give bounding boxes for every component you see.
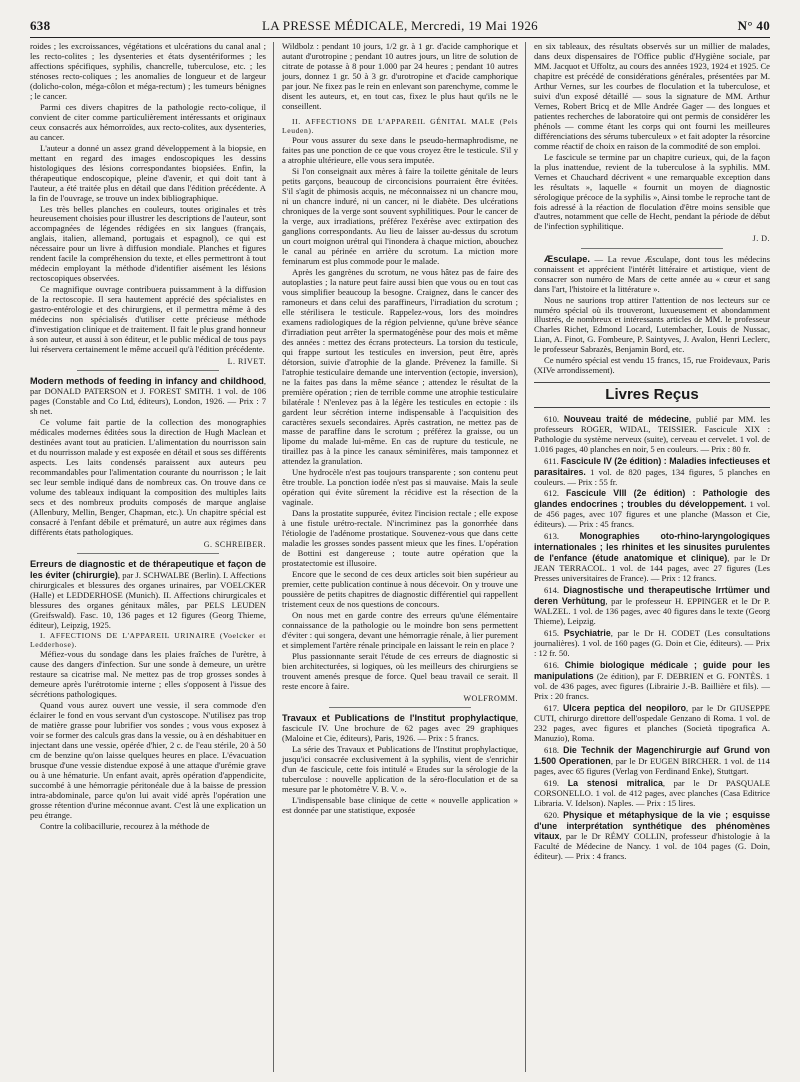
paragraph: Ce numéro spécial est vendu 15 francs, 15, rue Froidevaux, Paris (XIVe arrondissement). <box>534 355 770 376</box>
paragraph: Quand vous aurez ouvert une vessie, il sera commode d'en éclairer le fond en vous servant d'un cystoscope. N'utilisez pas trop de matière grasse pour lubrifier vos sondes ; vous vous exposez à voir se former des calculs gras dans la vessie, ou à en déshabituer en injectant dans une vessie, opérée d'hier, 2 c. de l'eau stérile, 20 à 50 cm de benzine qu'on laisse quelques heures en place. L'évacuation brusque d'une vessie distendue exposé à une attaque d'urémie grave ou à une hématurie. Un enfant avait, après opération d'appendicite, succombé à une hémorragie péritonéale due à la baisse de pression intra-abdominale, parce qu'on lui avait vidé après l'opération une grosse rétention d'urine méconnue avant. C'est là une explication un peu étrange. <box>30 700 266 820</box>
entry-details: 1 vol. de 456 pages, avec 107 figures et une planche (Masson et Cie, éditeurs). — Prix : 45 francs. <box>534 499 770 530</box>
list-item <box>534 414 770 455</box>
aesculape-text: — La revue Æsculape, dont tous les médecins connaissent et apprécient l'intérêt littéraire et artistique, vient de consacrer son numéro de Mars de cette année au « cœur et sang dans l'art, l'histoire et la littérature ». <box>534 253 770 294</box>
entry-details: , publié par MM. les professeurs ROGER, WIDAL, TEISSIER. Fascicule XIX : Pathologie du système nerveux (suite), cerveau et cervelet. 1 vol. de 1.016 pages, 40 planches en noir, 5 en couleurs. — Prix : 80 fr. <box>534 413 771 454</box>
issue-number: N° 40 <box>737 18 770 33</box>
paragraph: Après les gangrènes du scrotum, ne vous hâtez pas de faire des autoplasties ; la nature peut faire aussi bien que vous ou en tout cas vous simplifier beaucoup la besogne. Craignez, dans le cancer des ramoneurs et dans celui des paraffineurs, l'irradiation du scrotum ; elle stérilisera le testicule. Rappelez-vous, lors des moindres examens radiologiques de la région pelvienne, qu'une brève séance d'irradiation peut arrêter la spermatogénèse pour des mois et même des années : mettez des écrans protecteurs. La torsion du testicule, qui frappe surtout les testicules en inversion, peut être, après détorsion, suivie d'atrophie de la glande. Prévenez la famille. Si l'atrophie testiculaire demande une intervention (ectopie, inversion), ne la faites pas dans la même séance ; attendez le résultat de la première opération ; rien de terrible comme une atrophie testiculaire bilatérale ! N'enlevez pas à la légère les testicules en ectopie : ils gardent leur sécrétion interne indispensable à l'acquisition des caractères sexuels secondaires. Après castration, ne mettez pas de masse de paraffine dans le scrotum ; préférez la graisse, ou un lipome du malade lui-même. En cas de rupture du testicule, ne tiraillez pas à la pince les canaux séminifères, mais tamponnez et attendez la granulation. <box>282 266 518 467</box>
book-review-header: Travaux et Publications de l'Institut prophylactique, fascicule IV. Une brochure de 62 pages avec 29 graphiques (Maloine et Cie, éditeurs), Paris, 1926. — Prix : 5 francs. <box>282 712 518 743</box>
list-item <box>534 660 770 702</box>
entry-title: La stenosi mitralica <box>567 777 663 788</box>
book-meta: par J. SCHWALBE (Berlin). I. Affections chirurgicales et blessures des organes urinaires, par VOELCKER (Halle) et LEDDERHOSE (Munich). II. Affections chirurgicales et blessures des organes génitaux mâles, par PELS LEUDEN (Greifswald). Fasc. 10, 136 pages et 12 figures (Georg Thieme, éditeur), Leipzig, 1925. <box>30 570 267 630</box>
entry-number: 611. <box>544 455 561 466</box>
paragraph: Dans la prostatite suppurée, évitez l'incision rectale ; elle expose à une fistule urétro-rectale. N'incriminez pas la gonorrhée dans l'étiologie de l'adénome prostatique. Souvenez-vous que dans cette maladie les grosses sondes passent mieux que les fines. L'opération de Bottini est dangereuse ; toute autre opération que la prostatectomie est illusoire. <box>282 508 518 569</box>
entry-details: , par le Dr PASQUALE CORSONELLO. 1 vol. de 412 pages, avec planches (Casa Editrice Libraria. V. Idelson). Naples. — Prix : 15 lires. <box>534 777 771 808</box>
list-item <box>534 703 770 744</box>
page-number: 638 <box>30 18 51 33</box>
book-title: Modern methods of feeding in infancy and childhood <box>30 376 264 387</box>
list-item <box>534 531 770 584</box>
entry-number: 618. <box>544 744 564 755</box>
entry-details: , par le Dr H. CODET (Les consultations journalières). 1 vol. de 160 pages (G. Doin et Cie, éditeurs). — Prix : 12 fr. 50. <box>534 628 770 658</box>
paragraph: L'indispensable base clinique de cette « nouvelle application » est donnée par une statistique, exposée <box>282 794 518 815</box>
list-item <box>534 488 770 530</box>
entry-details: , par le Dr JEAN TERRACOL. 1 vol. de 144 pages, avec 27 figures (Les Presses universitaires de France). — Prix : 12 francs. <box>534 553 770 584</box>
book-review-header: Modern methods of feeding in infancy and childhood, par DONALD PATERSON et J. FOREST SMITH. 1 vol. de 106 pages (Constable and Co Ltd, éditeurs), London, 1926. — Prix : 7 sh net. <box>30 376 266 417</box>
paragraph: Méfiez-vous du sondage dans les plaies fraîches de l'urètre, à cause des dangers d'infection. Sur une sonde à demeure, un urètre restaure sa cicatrise mal. Ne mettez pas de trop grosses sondes à demeure après l'urétrotomie interne ; elles s'opposent à l'issue des sécrétions pathologiques. <box>30 649 266 700</box>
signature: WOLFROMM. <box>282 694 518 708</box>
section-heading: II. AFFECTIONS DE L'APPAREIL GÉNITAL MALE (Pels Leuden). <box>282 116 518 135</box>
list-item <box>534 585 770 627</box>
livres-recus-heading: Livres Reçus <box>534 382 770 407</box>
column-3 <box>534 42 770 863</box>
paragraph: Contre la colibacillurie, recourez à la méthode de <box>40 820 210 831</box>
column-1 <box>30 42 266 833</box>
section-heading: I. AFFECTIONS DE L'APPAREIL URINAIRE (Voelcker et Ledderhose). <box>30 630 266 649</box>
list-item <box>534 628 770 659</box>
book-review-header: Erreurs de diagnostic et de thérapeutique et façon de les éviter (chirurgie), par J. SCHWALBE (Berlin). I. Affections chirurgicales et blessures des organes urinaires, par VOELCKER (Halle) et LEDDERHOSE (Munich). II. Affections chirurgicales et blessures des organes génitaux mâles, par PELS LEUDEN (Greifswald). Fasc. 10, 136 pages et 12 figures (Georg Thieme, éditeur), Leipzig, 1925. <box>30 559 267 630</box>
paragraph: La série des Travaux et Publications de l'Institut prophylactique, jusqu'ici consacrée exclusivement à la syphilis, vient de s'enrichir d'un 4e fascicule, cette fois intitulé « Etudes sur la sérologie de la tuberculose : nouvelle application de la séro-floculation et de sa mesure par le photomètre V. B. V. ». <box>282 743 518 794</box>
aesculape-paragraph <box>534 254 770 295</box>
entry-title: Nouveau traité de médecine <box>563 413 689 424</box>
column-2 <box>282 42 518 817</box>
journal-title: LA PRESSE MÉDICALE, Mercredi, 19 Mai 1926 <box>262 18 538 33</box>
paragraph: Nous ne saurions trop attirer l'attention de nos lecteurs sur ce numéro spécial où ils trouveront, luxueusement et abondamment illustrés, de nombreux et intéressants articles de MM. le professeur Charles Richet, Edmond Locard, Lutembacher, Louis de Nussac, Lian, A. Finot, G. Fombeure, P. Saintyves, J. Avalon, Henri Leclerc, le professeur Sabrazès, Benjamin Bord, etc. <box>534 294 770 355</box>
entry-title: Diagnostische und therapeutische Irrtümer und deren Verhütung <box>534 585 771 607</box>
list-item <box>534 745 770 777</box>
paragraph: roides ; les excroissances, végétations et ulcérations du canal anal ; les recto-colites ; les dysenteries et états dysentériformes ; les affections spécifiques, syphilis, chancrelle, tuberculose, etc. ; les sténoses recto-coliques ; les anomalies de longueur et de largeur (dolicho-colon, méga-côlon et méga-rectum) ; les tumeurs bénignes ; le cancer. <box>30 41 266 101</box>
entry-details: , par le professeur H. EPPINGER et le Dr P. WALZEL. 1 vol. de 136 pages, avec 40 figures dans le texte (Georg Thieme), Leipzig. <box>534 596 770 627</box>
entry-details: , par le Dr EUGEN BIRCHER. 1 vol. de 114 pages, avec 65 figures (Verlag von Ferdinand Enke), Stuttgart. <box>534 755 770 776</box>
book-meta: par DONALD PATERSON et J. FOREST SMITH. 1 vol. de 106 pages (Constable and Co Ltd, éditeurs), London, 1926. — Prix : 7 sh net. <box>30 386 266 417</box>
paragraph: Pour vous assurer du sexe dans le pseudo-hermaphrodisme, ne faites pas une ponction de ce que vous croyez être le testicule. S'il y a atrophie ultérieure, elle vous sera imputée. <box>282 135 518 166</box>
paragraph: L'auteur a donné un assez grand développement à la biopsie, en mettant en regard des images endoscopiques les dessins histologiques des lésions correspondantes biopsiées. Enfin, la thérapeutique endoscopique, pleine d'avenir, et qui doit tant à l'auteur, a été traitée plus en détail que dans l'édition précédente. A la fin de l'ouvrage, se trouve un index bibliographique. <box>30 142 266 203</box>
aesculape-title: Æsculape. <box>544 253 590 264</box>
list-item <box>534 810 770 863</box>
book-title: Travaux et Publications de l'Institut prophylactique <box>282 712 516 723</box>
entry-title: Physique et métaphysique de la vie ; esquisse d'une interprétation synthétique des phénomènes vitaux <box>534 809 771 842</box>
entry-title: Fascicule VIII (2e édition) : Pathologie des glandes endocrines ; troubles du développement. <box>534 488 770 510</box>
entry-details: , par le Dr GIUSEPPE CUTI, chirurgo direttore dell'ospedale Genzano di Roma. 1 vol. de 232 pages, avec figures et planches (Società tipografica A. Manuzio), Roma. <box>534 702 771 743</box>
paragraph: Ce volume fait partie de la collection des monographies médicales modernes éditées sous la direction de Hugh Maclean et destinées avant tout au praticien. L'alimentation du nourrisson sain et du nourrisson malade y est exposée en détail et sous ses différents aspects. Les laits condensés paraissent aux auteurs peu recommandables pour l'alimentation courante du nourrisson ; le lait sec leur semble indiqué dans de nombreux cas. On trouve dans ce volume des tableaux indiquant la composition des multiples laits secs et des nombreux produits composés de marque anglaise (Allenbury, Mellin, Benger, Chapman, etc.). Un chapitre spécial est consacré à l'enfant débile et prématuré, un autre aux régimes dans différents états pathologiques. <box>30 417 266 537</box>
signature: J. D. <box>534 234 770 248</box>
column-divider-1 <box>273 42 274 1072</box>
book-title: Erreurs de diagnostic et de thérapeutique et façon de les éviter (chirurgie) <box>30 559 266 581</box>
paragraph: Une hydrocèle n'est pas toujours transparente ; son contenu peut être trouble. La ponction iodée n'est pas si mauvaise. Mais la seule opération qui évite sûrement la récidive est la résection de la vaginale. <box>282 467 518 508</box>
header-rule <box>30 37 770 38</box>
list-item <box>534 456 770 488</box>
entry-number: 620. <box>544 809 564 820</box>
entry-details: , par le Dr RÉMY COLLIN, professeur d'histologie à la Faculté de Médecine de Nancy. 1 vol. de 104 pages (G. Doin, éditeur). — Prix : 4 francs. <box>534 831 770 862</box>
entry-details: (2e édition), par F. DEBRIEN et G. FONTÈS. 1 vol. de 436 pages, avec figures (Librairie J.-B. Baillière et fils). — Prix : 20 francs. <box>534 670 770 701</box>
entry-title: Die Technik der Magenchirurgie auf Grund von 1.500 Operationen <box>534 744 770 766</box>
entry-title: Chimie biologique médicale ; guide pour les manipulations <box>534 659 771 681</box>
entry-title: Ulcera peptica del neopiloro <box>562 702 686 713</box>
paragraph: Les très belles planches en couleurs, toutes originales et très heureusement choisies pour illustrer les descriptions de l'auteur, sont accompagnées de légendes rédigées en six langues (français, anglais, italien, allemand, portugais et espagnol), ce qui est nécessaire pour un livre à diffusion mondiale. Planches et figures rendent facile la compréhension du texte, et elles permettront à tout médecin employant la méthode d'identifier aisément les lésions rectoscopiques observées. <box>30 203 266 284</box>
paragraph: Wildbolz : pendant 10 jours, 1/2 gr. à 1 gr. d'acide camphorique et autant d'urotropine ; pendant 10 autres jours, un litre de solution de citrate de potasse à 8 pour 1.000 par 24 heures ; pendant 10 autres jours, donnez 1 gr. 50 à 3 gr. d'urotropine et d'acide camphorique par jour. Ne fixez pas le rein en enlevant son parenchyme, comme le disent les auteurs, et, en tout cas, fixez le plus haut qu'ils ne le conseillent. <box>282 41 518 111</box>
entry-number: 610. <box>544 413 564 424</box>
signature: L. RIVET. <box>30 357 266 371</box>
books-received-list <box>534 414 770 863</box>
paragraph: en six tableaux, des résultats observés sur un millier de malades, dans deux dispensaires de l'Office public d'Hygiène sociale, par MM. Jacquot et Uffoltz, au cours des années 1923, 1924 et 1925. Ce chapitre est précédé de considérations générales, présentées par M. Arthur Vernes, sur les courbes de floculation et la tuberculose, et suivi d'un exposé détaillé — sous la signature de MM. Arthur Vernes, Robert Bricq et de Mlle Andrée Gager — des longues et patientes recherches de laboratoire qui ont permis de considérer les phénols — comme étant les corps qui ont fourni les meilleures différenciations des sérums tuberculeux » et fait adopter la résorcine comme réactif de choix en raison de la commodité de son emploi. <box>534 41 770 151</box>
paragraph: Plus passionnante serait l'étude de ces erreurs de diagnostic si bien architecturées, si logiques, où les meilleurs des chirurgiens se trouvent amenés presque de force. Quel beau travail ce serait. Il reste encore à faire. <box>282 650 518 691</box>
paragraph: Si l'on conseignait aux mères à faire la toilette génitale de leurs petits garçons, beaucoup de circoncisions pourraient être évitées. S'il s'agit de phimosis acquis, ne méconnaissez ni un chancre mou, ni un chancre induré, ni un cancer, ni le diabète. Des ulcérations chroniques de la verge sont souvent syphilitiques. Pour le cancer de la verge, aux irradiations, préférez l'exérèse avec extirpation des ganglions correspondants. Au lieu de laisser au-dessus du scrotum un court moignon urétral qui l'inondera à chaque miction, abouchez le canal au périnée en arrière du scrotum. La miction more feminarum est plus commode pour le malade. <box>282 166 518 266</box>
entry-number: 614. <box>544 585 564 596</box>
paragraph: On nous met en garde contre des erreurs qu'une élémentaire connaissance de la pathologie ou le moindre bon sens permettent d'éviter : qui songera, devant une hémorragie rénale, à lier purement et simplement l'artère rénale principale en laissant le rein en place ? <box>282 609 518 650</box>
entry-title: Psychiatrie <box>563 628 611 639</box>
entry-number: 615. <box>544 628 564 639</box>
entry-title: Monographies oto-rhino-laryngologiques internationales ; les rhinites et les sinusites purulentes de l'enfance (étude anatomique et clinique) <box>534 531 770 564</box>
paragraph: Parmi ces divers chapitres de la pathologie recto-colique, il convient de citer comme particulièrement intéressants et originaux ceux consacrés aux hémorroïdes, aux recto-colites, aux dysenteries, au cancer. <box>30 101 266 142</box>
book-meta: fascicule IV. Une brochure de 62 pages avec 29 graphiques (Maloine et Cie, éditeurs), Paris, 1926. — Prix : 5 francs. <box>282 722 518 743</box>
signature: G. SCHREIBER. <box>30 540 266 554</box>
list-item <box>534 778 770 809</box>
column-divider-2 <box>525 42 526 1072</box>
entry-number: 612. <box>544 488 566 499</box>
entry-number: 617. <box>544 702 563 713</box>
entry-number: 619. <box>544 777 568 788</box>
paragraph: Encore que le second de ces deux articles soit bien supérieur au premier, cette publication continue à nous décevoir. On y trouve une poussière de petits chapitres de diagnostic différentiel qui rappellent tristement ceux de nos questions de concours. <box>282 569 518 609</box>
page-header <box>30 16 770 36</box>
paragraph: Ce magnifique ouvrage contribuera puissamment à la diffusion de la rectoscopie. Il sera hautement apprécié des spécialistes en gastro-entérologie et des chirurgiens, et il permettra même à des médecins non spécialisés d'utiliser cette précieuse méthode d'investigation clinique et de traitement. Il fait le plus grand honneur à son auteur, et aussi à son éditeur, et le public médical de tous pays lui réservera certainement le même accueil qu'à l'édition précédente. <box>30 284 266 355</box>
entry-details: 1 vol. de 820 pages, 134 figures, 5 planches en couleurs. — Prix : 55 fr. <box>534 466 770 487</box>
entry-title: Fascicule IV (2e édition) : Maladies infectieuses et parasitaires. <box>534 455 770 477</box>
entry-number: 613. <box>544 531 580 542</box>
paragraph: Le fascicule se termine par un chapitre curieux, qui, de la façon la plus inattendue, revient de la tuberculose à la syphilis. MM. Vernes et Chauchard décrivent « une remarquable exception dans les résultats », laquelle « fournit un moyen de diagnostic sérologique précoce de la syphilis », Ainsi tombe le reproche tant de fois adressé à la réaction de floculation d'être moins sensible que d'autres, notamment que celle de Hecht, pendant la période de début de l'infection syphilitique. <box>534 151 770 232</box>
entry-number: 616. <box>544 659 565 670</box>
